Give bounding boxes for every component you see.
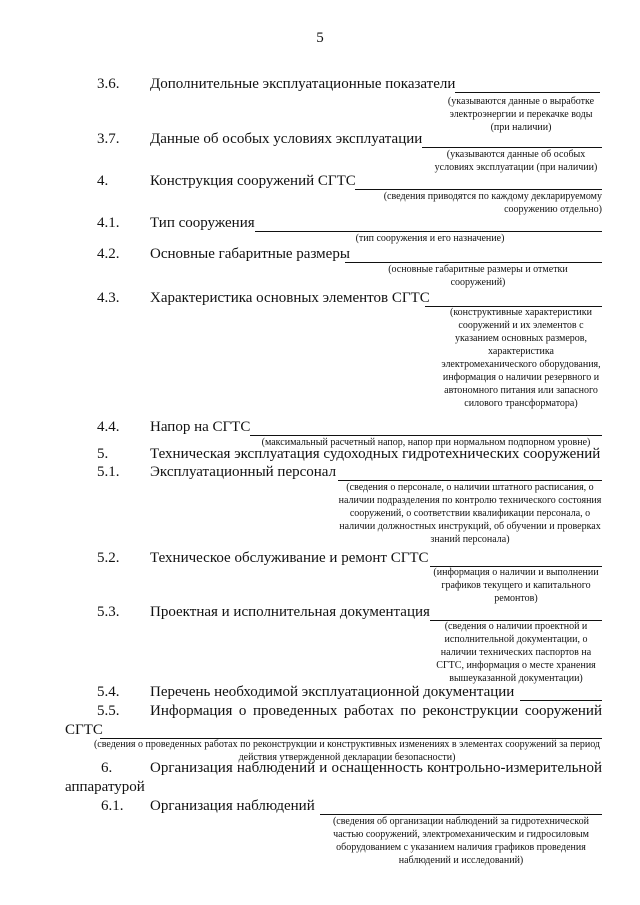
fill-line (520, 700, 602, 701)
section-number: 5.3. (97, 604, 120, 620)
section-number: 3.7. (97, 131, 120, 147)
section-title: Напор на СГТС (150, 419, 251, 435)
field-note: (сведения о персонале, о наличии штатного расписания, о наличии подразделения по контролю технического состояния сооружений, о соответствии квалификации персонала, о наличии должностных инструкций, об обучении и проверках знаний персонала) (338, 482, 602, 545)
page-number: 5 (316, 30, 324, 46)
field-note: (указываются данные о выработке электроэнергии и перекачке воды (при наличии) (447, 96, 595, 133)
section-title-continuation: СГТС (65, 722, 103, 738)
section-number: 4.2. (97, 246, 120, 262)
field-note: (сведения об организации наблюдений за гидротехнической частью сооружений, электромеханическим и гидросиловым оборудованием с указанием наличия графиков проведения наблюдений и исследований) (332, 816, 590, 866)
section-number: 6.1. (101, 798, 124, 814)
section-number: 5.5. (97, 703, 120, 719)
section-number: 3.6. (97, 76, 120, 92)
section-number: 4.1. (97, 215, 120, 231)
field-note: (конструктивные характеристики сооружений и их элементов с указанием основных размеров, характеристика электромеханического оборудования, информация о наличии резервного и автономного питания или запасного силового трансформатора) (441, 307, 601, 409)
section-title: Техническое обслуживание и ремонт СГТС (150, 550, 429, 566)
section-title: Конструкция сооружений СГТС (150, 173, 356, 189)
section-title: Организация наблюдений и оснащенность контрольно-измерительной (150, 760, 602, 776)
section-number: 6. (101, 760, 113, 776)
section-title: Тип сооружения (150, 215, 255, 231)
section-title: Техническая эксплуатация судоходных гидротехнических сооружений (150, 446, 601, 462)
field-note: (сведения приводятся по каждому декларируемому сооружению отдельно) (383, 191, 602, 215)
section-number: 4.3. (97, 290, 120, 306)
section-title: Перечень необходимой эксплуатационной документации (150, 684, 515, 700)
section-title: Эксплуатационный персонал (150, 464, 337, 480)
section-number: 5. (97, 446, 109, 462)
field-note: (сведения о наличии проектной и исполнительной документации, о наличии технических паспортов на СГТС, информация о месте хранения вышеуказанной документации) (436, 621, 596, 684)
section-number: 5.4. (97, 684, 120, 700)
section-title: Проектная и исполнительная документация (150, 604, 430, 620)
field-note: (указываются данные об особых условиях эксплуатации (при наличии) (434, 149, 598, 173)
field-note: (максимальный расчетный напор, напор при нормальном подпорном уровне) (261, 437, 591, 448)
section-title: Организация наблюдений (150, 798, 315, 814)
section-number: 5.1. (97, 464, 120, 480)
fill-line (455, 92, 600, 93)
section-number: 4. (97, 173, 109, 189)
field-note: (основные габаритные размеры и отметки сооружений) (388, 264, 568, 288)
field-note: (тип сооружения и его назначение) (355, 233, 505, 244)
section-title: Характеристика основных элементов СГТС (150, 290, 430, 306)
section-title: Информация о проведенных работах по реконструкции сооружений (150, 703, 602, 719)
section-title: Основные габаритные размеры (150, 246, 350, 262)
field-note: (информация о наличии и выполнении графиков текущего и капитального ремонтов) (433, 567, 599, 604)
section-title: Дополнительные эксплуатационные показатели (150, 76, 456, 92)
field-note: (сведения о проведенных работах по реконструкции и конструктивных изменениях в элементах сооружений за период действия утвержденной декларации безопасности) (93, 739, 601, 763)
section-number: 4.4. (97, 419, 120, 435)
section-number: 5.2. (97, 550, 120, 566)
section-title: Данные об особых условиях эксплуатации (150, 131, 423, 147)
section-title-continuation: аппаратурой (65, 779, 145, 795)
